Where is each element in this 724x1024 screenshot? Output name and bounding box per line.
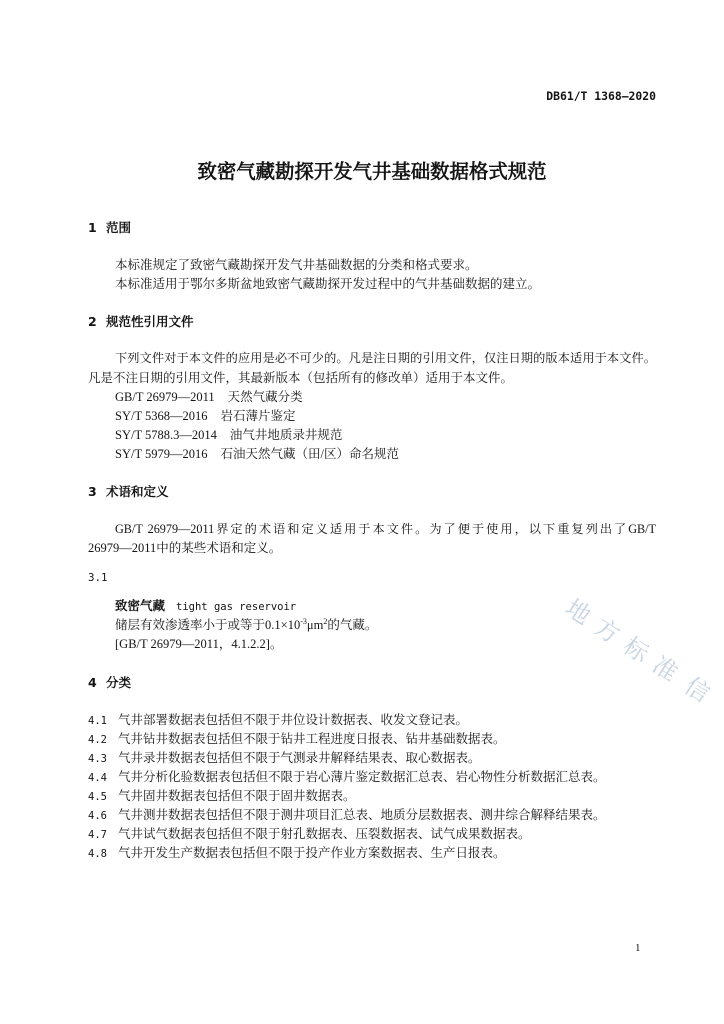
term-name-en: tight gas reservoir [176,601,297,613]
section-number: 4 [88,675,97,690]
list-item-number: 4.3 [88,753,107,765]
reference-name: 石油天然气藏（田/区）命名规范 [220,447,399,461]
paragraph-line: 本标准规定了致密气藏勘探开发气井基础数据的分类和格式要求。 [115,258,478,272]
list-item-number: 4.8 [88,848,107,860]
list-item [88,824,531,844]
reference-item [115,387,303,407]
list-item-text: 气井固井数据表包括但不限于固井数据表。 [118,789,356,803]
term-name-cn: 致密气藏 [115,598,166,613]
list-item [88,767,606,787]
list-item-text: 气井钻井数据表包括但不限于钻井工程进度日报表、钻井基础数据表。 [118,732,506,746]
definition-unit-exponent: 2 [323,617,328,626]
list-item-number: 4.5 [88,791,107,803]
term-heading [115,596,296,616]
paragraph-line: 下列文件对于本文件的应用是必不可少的。凡是注日期的引用文件，仅注日期的版本适用于本文件。 [115,351,656,365]
section-1-heading [88,218,131,238]
term-source: [GB/T 26979—2011，4.1.2.2]。 [115,637,283,651]
doc-code-header: DB61/T 1368—2020 [546,89,656,103]
document-title: 致密气藏勘探开发气井基础数据格式规范 [197,160,547,183]
paragraph-line: GB/T 26979—2011界定的术语和定义适用于本文件。为了便于使用，以下重复列出了GB/T [115,522,656,536]
section-2-heading [88,312,194,332]
watermark-char: 地 [560,593,596,631]
list-item [88,748,481,768]
list-item-text: 气井开发生产数据表包括但不限于投产作业方案数据表、生产日报表。 [118,846,506,860]
list-item-text: 气井试气数据表包括但不限于射孔数据表、压裂数据表、试气成果数据表。 [118,827,531,841]
reference-name: 天然气藏分类 [227,390,303,404]
definition-value: 0.1×10 [265,618,301,632]
list-item [88,805,606,825]
section-3-heading [88,482,169,502]
list-item [88,843,506,863]
reference-item [115,444,399,464]
term-number: 3.1 [88,571,108,584]
section-4-heading [88,673,131,693]
reference-code: SY/T 5979—2016 [115,447,208,461]
definition-value-exponent: -3 [300,617,307,626]
definition-prefix: 储层有效渗透率小于或等于 [115,618,266,632]
section-title: 术语和定义 [106,484,169,499]
page-number: 1 [635,942,641,954]
section-title: 范围 [106,220,132,235]
reference-code: SY/T 5788.3—2014 [115,428,217,442]
definition-unit: μm [306,618,324,632]
reference-item [115,425,342,445]
reference-code: SY/T 5368—2016 [115,409,208,423]
term-definition [115,615,377,635]
reference-name: 油气井地质录井规范 [229,428,343,442]
list-item-number: 4.1 [88,715,107,727]
watermark-char: 信 [679,671,715,709]
reference-code: GB/T 26979—2011 [115,390,215,404]
section-title: 分类 [106,675,132,690]
paragraph-line: 凡是不注日期的引用文件，其最新版本（包括所有的修改单）适用于本文件。 [88,371,514,385]
list-item-number: 4.6 [88,810,107,822]
list-item-number: 4.7 [88,829,107,841]
reference-name: 岩石薄片鉴定 [220,409,296,423]
section-number: 1 [88,220,97,235]
list-item [88,786,356,806]
definition-suffix: 的气藏。 [327,618,378,632]
watermark [555,590,724,715]
watermark-char: 标 [618,631,654,669]
paragraph-line: 本标准适用于鄂尔多斯盆地致密气藏勘探开发过程中的气井基础数据的建立。 [115,277,541,291]
list-item-text: 气井录井数据表包括但不限于气测录井解释结果表、取心数据表。 [118,751,481,765]
list-item-number: 4.2 [88,734,107,746]
section-number: 2 [88,314,97,329]
list-item-text: 气井分析化验数据表包括但不限于岩心薄片鉴定数据汇总表、岩心物性分析数据汇总表。 [118,770,606,784]
list-item [88,729,506,749]
list-item-text: 气井部署数据表包括但不限于井位设计数据表、收发文登记表。 [118,713,469,727]
watermark-char: 方 [589,612,625,650]
list-item-number: 4.4 [88,772,107,784]
list-item [88,710,468,730]
reference-item [115,406,296,426]
list-item-text: 气井测井数据表包括但不限于测井项目汇总表、地质分层数据表、测井综合解释结果表。 [118,808,606,822]
watermark-char: 准 [647,650,683,688]
section-title: 规范性引用文件 [106,314,194,329]
section-number: 3 [88,484,97,499]
paragraph-line: 26979—2011中的某些术语和定义。 [88,541,282,555]
